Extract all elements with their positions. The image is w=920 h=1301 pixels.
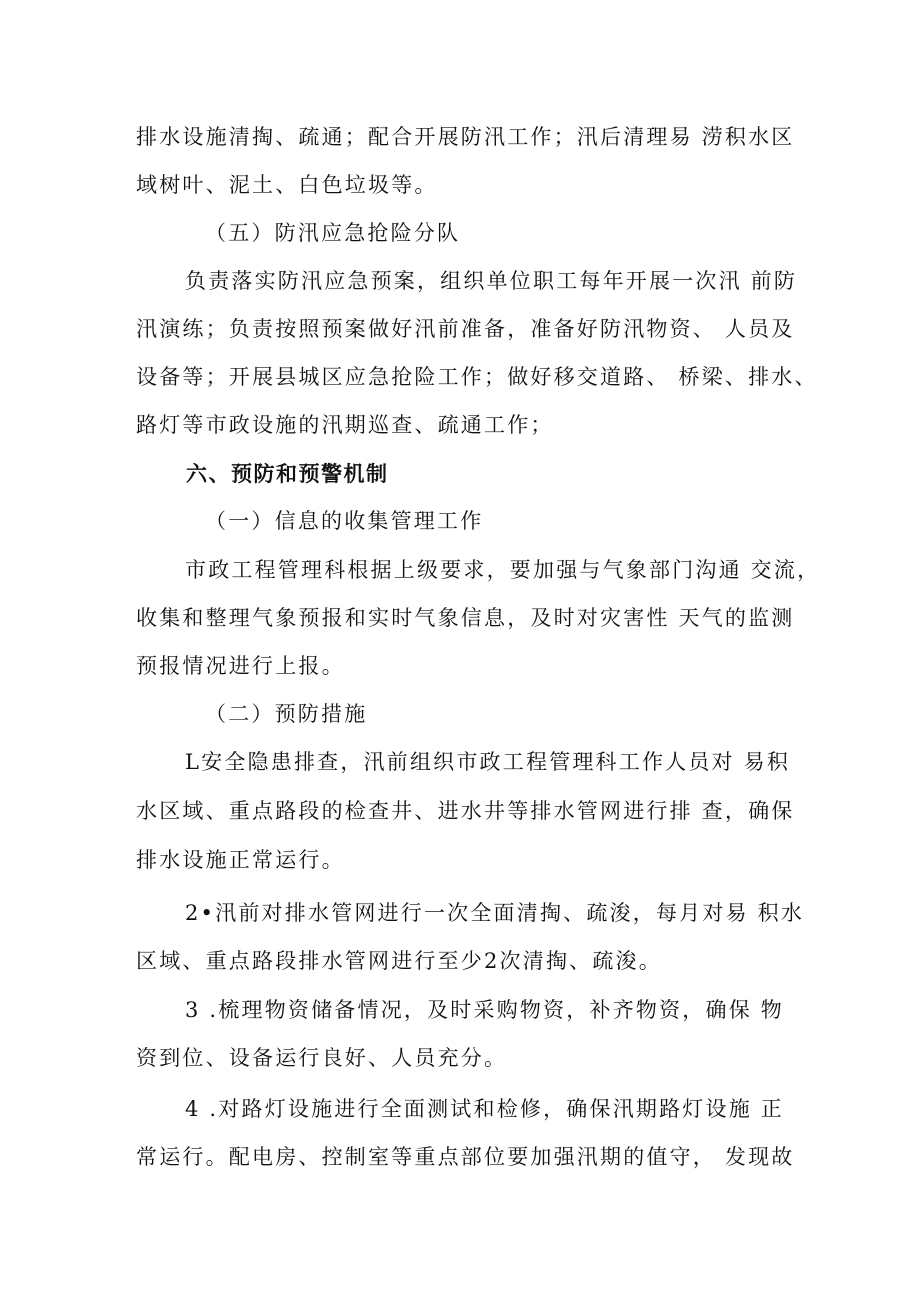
paragraph-line: 设备等；开展县城区应急抢险工作；做好移交道路、 桥梁、排水、 [136,365,818,389]
paragraph-line: 资到位、设备运行良好、人员充分。 [136,1046,508,1070]
paragraph-line: 预报情况进行上报。 [136,654,345,678]
paragraph-line: 汛演练；负责按照预案做好汛前准备，准备好防汛物资、 人员及 [136,317,795,341]
paragraph-line: 常运行。配电房、控制室等重点部位要加强汛期的值守， 发现故 [136,1145,795,1169]
paragraph-line: 水区域、重点路段的检查井、进水井等排水管网进行排 查，确保 [136,799,795,823]
section-subtitle: （一）信息的收集管理工作 [205,509,484,533]
paragraph-line: 域树叶、泥土、白色垃圾等。 [136,173,438,197]
paragraph-line: 3 .梳理物资储备情况，及时采购物资，补齐物资，确保 物 [185,998,784,1022]
paragraph-line: 市政工程管理科根据上级要求，要加强与气象部门沟通 交流， [185,558,821,582]
paragraph-line: 排水设施正常运行。 [136,848,345,872]
paragraph-line: 区域、重点路段排水管网进行至少2次清掏、疏浚。 [136,949,662,973]
paragraph-line: 负责落实防汛应急预案，组织单位职工每年开展一次汛 前防 [185,269,798,293]
paragraph-line: 4 .对路灯设施进行全面测试和检修，确保汛期路灯设施 正 [185,1097,784,1121]
section-subtitle: （五）防汛应急抢险分队 [205,221,461,245]
paragraph-line: 2•汛前对排水管网进行一次全面清掏、疏浚，每月对易 积水 [185,901,805,925]
paragraph-line: L安全隐患排查，汛前组织市政工程管理科工作人员对 易积 [185,750,791,774]
paragraph-line: 路灯等市政设施的汛期巡查、疏通工作； [136,413,554,437]
paragraph-line: 排水设施清掏、疏通；配合开展防汛工作；汛后清理易 涝积水区 [136,125,795,149]
paragraph-line: 收集和整理气象预报和实时气象信息，及时对灾害性 天气的监测 [136,606,795,630]
section-subtitle: （二）预防措施 [205,702,368,726]
section-heading: 六、预防和预警机制 [186,462,389,486]
